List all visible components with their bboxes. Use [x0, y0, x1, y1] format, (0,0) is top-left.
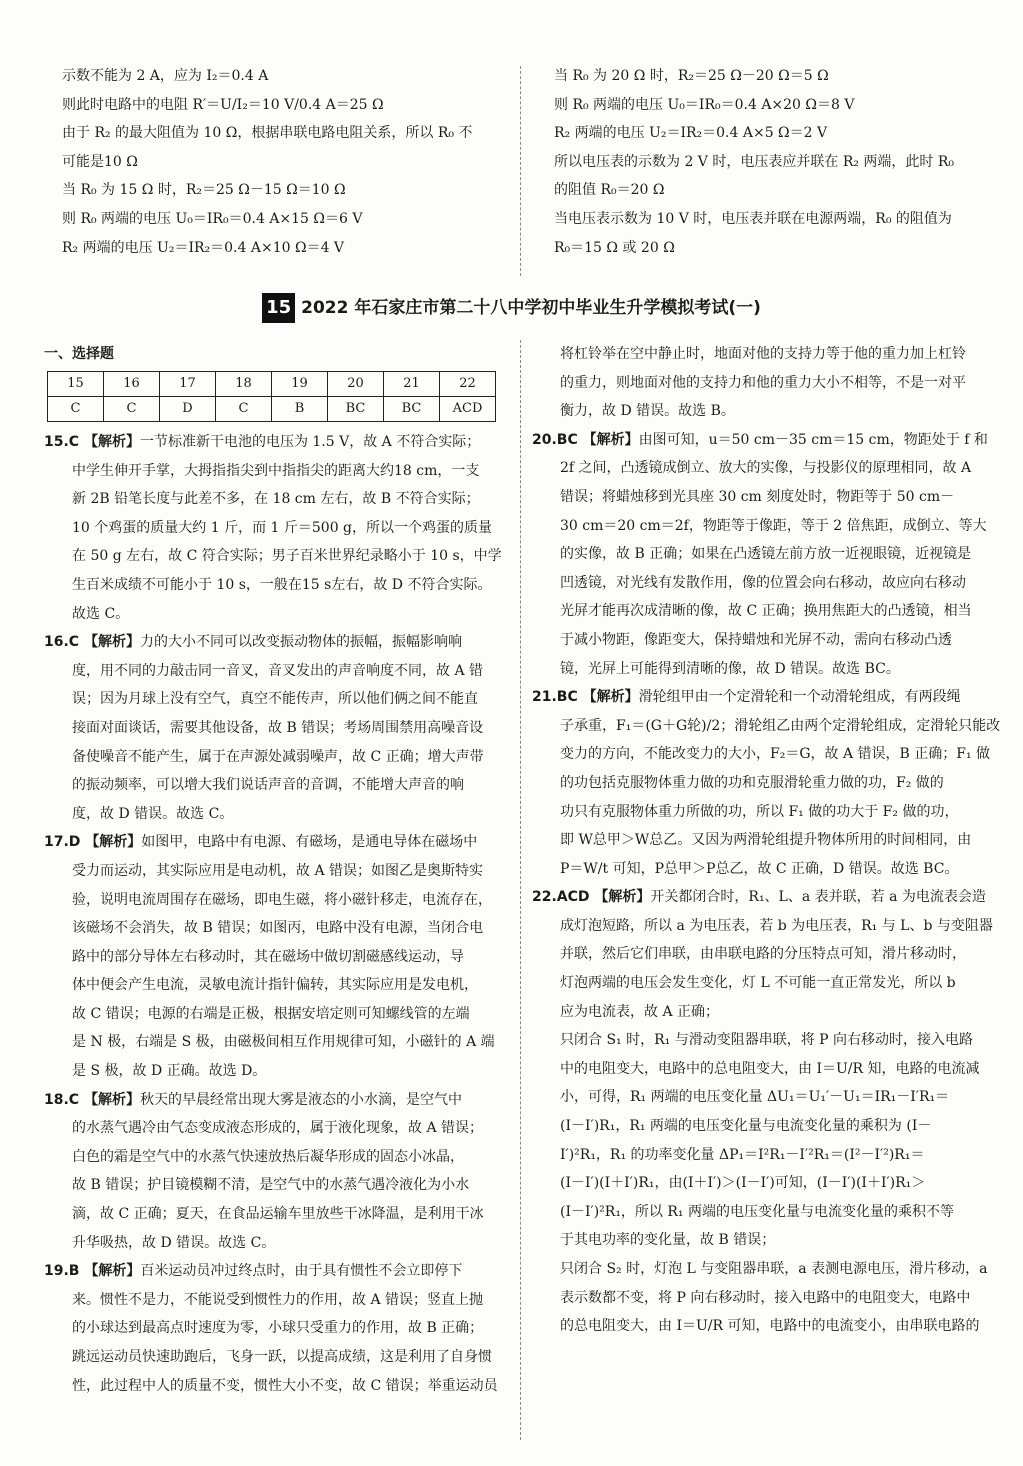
line-text: 由图可知，u＝50 cm－35 cm＝15 cm，物距处于 f 和	[638, 431, 988, 448]
question-number-cell: 19	[272, 372, 328, 397]
text-line	[44, 657, 514, 686]
text-line	[532, 1284, 1012, 1313]
line-text: 并联，然后它们串联，由串联电路的分压特点可知，滑片移动时，	[560, 946, 966, 963]
text-line	[44, 914, 514, 943]
text-line	[532, 940, 1012, 969]
text-line: 则 R₀ 两端的电压 U₀＝IR₀＝0.4 A×20 Ω＝8 V	[554, 96, 855, 113]
text-line: R₂ 两端的电压 U₂＝IR₂＝0.4 A×5 Ω＝2 V	[554, 125, 828, 142]
line-text: 的总电阻变大，由 I＝U/R 可知，电路中的电流变小，由串联电路的	[560, 1318, 980, 1335]
text-line	[532, 1112, 1012, 1141]
line-text: 于减小物距，像距变大，保持蜡烛和光屏不动，需向右移动凸透	[560, 631, 952, 648]
question-number-cell: 15	[48, 372, 104, 397]
text-line	[532, 712, 1012, 741]
line-text: 滴，故 C 正确；夏天，在食品运输车里放些干冰降温，是利用干冰	[72, 1206, 484, 1223]
text-line	[44, 1028, 514, 1057]
line-text: 在 50 g 左右，故 C 符合实际；男子百米世界纪录略小于 10 s，中学	[72, 548, 502, 565]
text-line: R₂ 两端的电压 U₂＝IR₂＝0.4 A×10 Ω＝4 V	[62, 239, 345, 256]
text-line	[532, 483, 1012, 512]
exam-number-badge: 15	[262, 293, 295, 323]
text-line: 示数不能为 2 A，应为 I₂＝0.4 A	[62, 68, 269, 84]
top-right-block	[554, 62, 1004, 262]
line-text: 将杠铃举在空中静止时，地面对他的支持力等于他的重力加上杠铃	[560, 346, 966, 362]
text-line	[44, 1000, 514, 1029]
line-text: 故选 C。	[72, 605, 130, 622]
text-line	[44, 971, 514, 1000]
line-text: 凹透镜，对光线有发散作用，像的位置会向右移动，故应向右移动	[560, 574, 966, 591]
question-line	[532, 683, 1012, 712]
question-label: 20.BC 【解析】	[532, 431, 639, 448]
line-text: 滑轮组甲由一个定滑轮和一个动滑轮组成，有两段绳	[638, 689, 961, 706]
line-text: 体中便会产生电流，灵敏电流计指针偏转，其实际应用是发电机，	[72, 977, 478, 994]
answer-table-answers-row	[48, 397, 496, 422]
text-line	[532, 1312, 1012, 1341]
text-line: 则此时电路中的电阻 R′＝U/I₂＝10 V/0.4 A＝25 Ω	[62, 96, 384, 113]
line-text: 错误；将蜡烛移到光具座 30 cm 刻度处时，物距等于 50 cm－	[560, 488, 955, 505]
question-number-cell: 22	[440, 372, 496, 397]
question-line	[532, 883, 1012, 912]
question-number-cell: 20	[328, 372, 384, 397]
line-text: 新 2B 铅笔长度与此差不多，在 18 cm 左右，故 B 不符合实际；	[72, 491, 480, 508]
text-line	[532, 740, 1012, 769]
text-line	[532, 655, 1012, 684]
text-line: R₀＝15 Ω 或 20 Ω	[554, 239, 675, 256]
line-text: 10 个鸡蛋的质量大约 1 斤，而 1 斤＝500 g，所以一个鸡蛋的质量	[72, 519, 493, 536]
text-line	[532, 855, 1012, 884]
answer-table-numbers-row	[48, 372, 496, 397]
line-text: 灯泡两端的电压会发生变化，灯 L 不可能一直正常发光，所以 b	[560, 975, 956, 992]
answer-cell: D	[160, 397, 216, 422]
line-text: (I－I′)(I＋I′)R₁，由(I＋I′)＞(I－I′)可知，(I－I′)(I＋I′)R₁＞	[560, 1175, 926, 1192]
line-text: 误；因为月球上没有空气，真空不能传声，所以他们俩之间不能直	[72, 691, 478, 708]
text-line	[44, 1372, 514, 1401]
column-divider-top	[520, 66, 521, 276]
text-line	[44, 1114, 514, 1143]
question-label: 16.C 【解析】	[44, 634, 140, 651]
line-text: 的小球达到最高点时速度为零，小球只受重力的作用，故 B 正确；	[72, 1320, 484, 1337]
answer-table	[47, 371, 496, 422]
text-line	[44, 1314, 514, 1343]
line-text: 百米运动员冲过终点时，由于具有惯性不会立即停下	[140, 1263, 463, 1280]
line-text: 中学生伸开手掌，大拇指指尖到中指指尖的距离大约18 cm，一支	[72, 462, 480, 479]
exam-title	[0, 293, 1023, 323]
text-line	[532, 1141, 1012, 1170]
answer-cell: BC	[328, 397, 384, 422]
text-line	[532, 1255, 1012, 1284]
line-text: 度，用不同的力敲击同一音叉，音叉发出的声音响度不同，故 A 错	[72, 662, 484, 679]
line-text: (I－I′)²R₁，所以 R₁ 两端的电压变化量与电流变化量的乘积不等	[560, 1203, 954, 1220]
line-text: 的重力，则地面对他的支持力和他的重力大小不相等，不是一对平	[560, 374, 966, 391]
line-text: 度，故 D 错误。故选 C。	[72, 805, 234, 822]
line-text: 只闭合 S₂ 时，灯泡 L 与变阻器串联，a 表测电源电压，滑片移动，a	[560, 1261, 988, 1277]
text-line	[532, 569, 1012, 598]
text-line	[44, 485, 514, 514]
line-text: 路中的部分导体左右移动时，其在磁场中做切割磁感线运动，导	[72, 948, 464, 965]
text-line	[532, 998, 1012, 1027]
text-line	[44, 1171, 514, 1200]
line-text: 表示数都不变，将 P 向右移动时，接入电路中的电阻变大，电路中	[560, 1289, 971, 1306]
section-label: 一、选择题	[44, 346, 114, 362]
line-text: 镜，光屏上可能得到清晰的像，故 D 错误。故选 BC。	[560, 660, 900, 677]
line-text: 该磁场不会消失，故 B 错误；如图丙，电路中没有电源，当闭合电	[72, 920, 484, 937]
line-text: 白色的霜是空气中的水蒸气快速放热后凝华形成的固态小冰晶，	[72, 1148, 464, 1165]
text-line	[532, 912, 1012, 941]
line-text: 升华吸热，故 D 错误。故选 C。	[72, 1234, 276, 1251]
line-text: 即 W总甲＞W总乙。又因为两滑轮组提升物体所用的时间相同，由	[560, 832, 972, 849]
line-text: 变力的方向，不能改变力的大小，F₂＝G，故 A 错误，B 正确；F₁ 做	[560, 746, 991, 763]
text-line	[44, 1343, 514, 1372]
text-line: 则 R₀ 两端的电压 U₀＝IR₀＝0.4 A×15 Ω＝6 V	[62, 210, 363, 227]
line-text: 开关都闭合时，R₁、L、a 表并联，若 a 为电流表会造	[650, 889, 986, 906]
line-text: 备使噪音不能产生，属于在声源处减弱噪声，故 C 正确；增大声带	[72, 748, 484, 765]
text-line	[532, 626, 1012, 655]
text-line	[44, 886, 514, 915]
text-line	[44, 771, 514, 800]
text-line	[532, 1226, 1012, 1255]
text-line	[44, 1229, 514, 1258]
answer-cell: B	[272, 397, 328, 422]
question-line	[44, 628, 514, 657]
line-text: 秋天的早晨经常出现大雾是液态的小水滴，是空气中	[139, 1091, 462, 1108]
answer-cell: C	[216, 397, 272, 422]
line-text: 小，可得，R₁ 两端的电压变化量 ΔU₁＝U₁′－U₁＝IR₁－I′R₁＝	[560, 1089, 950, 1106]
question-label: 19.B 【解析】	[44, 1263, 141, 1280]
text-line	[532, 969, 1012, 998]
line-text: 受力而运动，其实际应用是电动机，故 A 错误；如图乙是奥斯特实	[72, 862, 484, 879]
text-line	[44, 1143, 514, 1172]
line-text: 衡力，故 D 错误。故选 B。	[560, 403, 735, 420]
text-line	[532, 798, 1012, 827]
line-text: 的实像，故 B 正确；如果在凸透镜左前方放一近视眼镜，近视镜是	[560, 546, 972, 563]
text-line	[532, 1055, 1012, 1084]
question-number-cell: 21	[384, 372, 440, 397]
top-left-block	[62, 62, 512, 262]
line-text: 中的电阻变大，电路中的总电阻变大，由 I＝U/R 知，电路的电流减	[560, 1060, 980, 1077]
line-text: 一节标准新干电池的电压为 1.5 V，故 A 不符合实际；	[139, 434, 481, 450]
line-text: I′)²R₁，R₁ 的功率变化量 ΔP₁＝I²R₁－I′²R₁＝(I²－I′²)R₁＝	[560, 1146, 925, 1163]
line-text: 来。惯性不是力，不能说受到惯性力的作用，故 A 错误；竖直上抛	[72, 1291, 484, 1308]
answer-cell: C	[104, 397, 160, 422]
text-line	[44, 857, 514, 886]
question-label: 22.ACD 【解析】	[532, 889, 651, 906]
text-line	[532, 769, 1012, 798]
text-line: 当电压表示数为 10 V 时，电压表并联在电源两端，R₀ 的阻值为	[554, 210, 952, 227]
line-text: 子承重，F₁＝(G＋G轮)/2；滑轮组乙由两个定滑轮组成，定滑轮只能改	[560, 717, 1001, 734]
line-text: 功只有克服物体重力所做的功，所以 F₁ 做的功大于 F₂ 做的功，	[560, 803, 959, 820]
text-line	[44, 457, 514, 486]
line-text: 验，说明电流周围存在磁场，即电生磁，将小磁针移走，电流存在，	[72, 891, 492, 908]
answer-cell: C	[48, 397, 104, 422]
line-text: 接面对面谈话，需要其他设备，故 B 错误；考场周围禁用高噪音设	[72, 719, 484, 736]
text-line: 由于 R₂ 的最大阻值为 10 Ω，根据串联电路电阻关系，所以 R₀ 不	[62, 125, 473, 142]
line-text: P＝W/t 可知，P总甲＞P总乙，故 C 正确，D 错误。故选 BC。	[560, 860, 959, 877]
text-line	[532, 1198, 1012, 1227]
text-line	[44, 800, 514, 829]
text-line	[532, 540, 1012, 569]
text-line	[44, 542, 514, 571]
question-label: 15.C 【解析】	[44, 434, 140, 450]
text-line	[532, 397, 1012, 426]
line-text: 的振动频率，可以增大我们说话声音的音调，不能增大声音的响	[72, 777, 464, 794]
text-line	[44, 1286, 514, 1315]
text-line	[532, 597, 1012, 626]
text-line	[44, 600, 514, 629]
question-line	[44, 1257, 514, 1286]
line-text: 2f 之间，凸透镜成倒立、放大的实像，与投影仪的原理相同，故 A	[560, 460, 972, 477]
question-label: 18.C 【解析】	[44, 1091, 140, 1108]
text-line	[532, 454, 1012, 483]
line-text: 应为电流表，故 A 正确；	[560, 1003, 720, 1020]
question-line	[44, 828, 514, 857]
line-text: 是 S 极，故 D 正确。故选 D。	[72, 1063, 267, 1080]
text-line	[532, 826, 1012, 855]
line-text: 的水蒸气遇冷由气态变成液态形成的，属于液化现象，故 A 错误；	[72, 1120, 484, 1137]
text-line	[532, 1026, 1012, 1055]
text-line: 的阻值 R₀＝20 Ω	[554, 182, 665, 199]
line-text: 成灯泡短路，所以 a 为电压表，若 b 为电压表，R₁ 与 L、b 与变阻器	[560, 917, 993, 934]
question-number-cell: 16	[104, 372, 160, 397]
column-divider	[520, 340, 521, 1440]
line-text: 生百米成绩不可能小于 10 s，一般在15 s左右，故 D 不符合实际。	[72, 576, 492, 593]
question-number-cell: 17	[160, 372, 216, 397]
line-text: 故 C 错误；电源的右端是正极，根据安培定则可知螺线管的左端	[72, 1005, 470, 1022]
exam-title-text: 2022 年石家庄市第二十八中学初中毕业生升学模拟考试(一)	[301, 298, 761, 318]
text-line	[44, 571, 514, 600]
line-text: 如图甲，电路中有电源、有磁场，是通电导体在磁场中	[141, 834, 478, 851]
question-label: 17.D 【解析】	[44, 834, 142, 851]
question-line	[532, 426, 1012, 455]
line-text: 光屏才能再次成清晰的像，故 C 正确；换用焦距大的凸透镜，相当	[560, 603, 972, 620]
line-text: 性，此过程中人的质量不变，惯性大小不变，故 C 错误；举重运动员	[72, 1377, 498, 1394]
text-line	[44, 714, 514, 743]
text-line	[44, 1057, 514, 1086]
question-line	[44, 1086, 514, 1115]
text-line	[44, 514, 514, 543]
text-line	[532, 369, 1012, 398]
line-text: 的功包括克服物体重力做的功和克服滑轮重力做的功，F₂ 做的	[560, 774, 944, 791]
question-label: 21.BC 【解析】	[532, 689, 639, 706]
question-line	[44, 428, 514, 457]
line-text: 跳远运动员快速助跑后，飞身一跃，以提高成绩，这是利用了自身惯	[72, 1349, 492, 1365]
text-line	[532, 1169, 1012, 1198]
text-line: 所以电压表的示数为 2 V 时，电压表应并联在 R₂ 两端，此时 R₀	[554, 153, 955, 170]
line-text: (I－I′)R₁，R₁ 两端的电压变化量与电流变化量的乘积为 (I－	[560, 1118, 932, 1135]
text-line	[44, 943, 514, 972]
text-line: 可能是10 Ω	[62, 153, 138, 170]
line-text: 于其电功率的变化量，故 B 错误；	[560, 1232, 776, 1249]
answer-cell: ACD	[440, 397, 496, 422]
line-text: 30 cm＝20 cm＝2f，物距等于像距，等于 2 倍焦距，成倒立、等大	[560, 517, 987, 534]
line-text: 只闭合 S₁ 时，R₁ 与滑动变阻器串联，将 P 向右移动时，接入电路	[560, 1032, 974, 1049]
left-column	[44, 428, 514, 1400]
text-line	[44, 1200, 514, 1229]
text-line: 当 R₀ 为 15 Ω 时，R₂＝25 Ω－15 Ω＝10 Ω	[62, 182, 346, 199]
text-line	[532, 340, 1012, 369]
line-text: 是 N 极，右端是 S 极，由磁极间相互作用规律可知，小磁针的 A 端	[72, 1034, 495, 1051]
text-line	[532, 512, 1012, 541]
text-line	[44, 743, 514, 772]
text-line	[44, 685, 514, 714]
right-column	[532, 340, 1012, 1341]
line-text: 故 B 错误；护目镜模糊不清，是空气中的水蒸气遇冷液化为小水	[72, 1177, 470, 1194]
question-number-cell: 18	[216, 372, 272, 397]
answer-cell: BC	[384, 397, 440, 422]
text-line	[532, 1083, 1012, 1112]
line-text: 力的大小不同可以改变振动物体的振幅，振幅影响响	[139, 634, 462, 651]
text-line: 当 R₀ 为 20 Ω 时，R₂＝25 Ω－20 Ω＝5 Ω	[554, 68, 829, 84]
